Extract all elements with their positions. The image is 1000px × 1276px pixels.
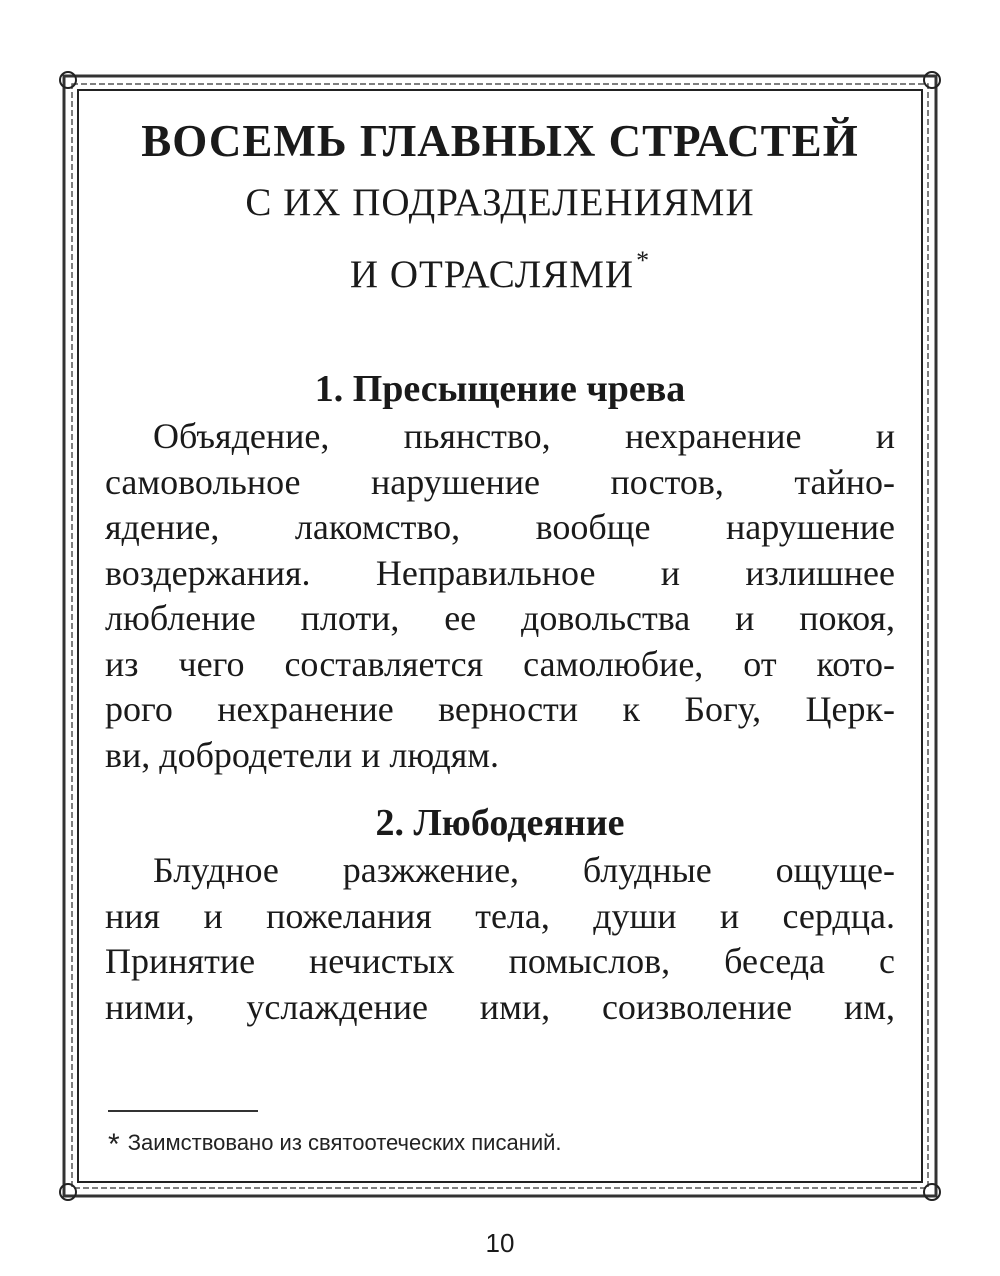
section-heading-2: 2. Любодеяние (375, 802, 625, 844)
paragraph-line: ви, добродетели и людям. (105, 734, 500, 775)
footnote-divider (108, 1110, 258, 1112)
subtitle-line-2: И ОТРАСЛЯМИ (349, 253, 635, 296)
paragraph-line: самовольное нарушение постов, тайно- (105, 461, 895, 502)
paragraph-line: воздержания. Неправильное и излишнее (105, 552, 895, 593)
paragraph-line: ния и пожелания тела, души и сердца. (105, 895, 895, 936)
paragraph-line: из чего составляется самолюбие, от кото- (105, 643, 895, 684)
section-2-paragraph (105, 848, 895, 1030)
paragraph-line: рого нехранение верности к Богу, Церк- (105, 689, 895, 729)
paragraph-line: ядение, лакомство, вообще нарушение (105, 507, 895, 547)
subtitle-line-1: С ИХ ПОДРАЗДЕЛЕНИЯМИ (245, 181, 755, 224)
page-number: 10 (485, 1228, 515, 1258)
section-1-paragraph (105, 414, 895, 778)
page-content (105, 112, 895, 1030)
footnote-reference: * (636, 246, 651, 275)
paragraph-line: любление плоти, ее довольства и покоя, (105, 598, 895, 638)
paragraph-line: Блудное разжжение, блудные ощуще- (153, 850, 895, 890)
subtitle-line-2-wrap (105, 232, 895, 304)
paragraph-line: ними, услаждение ими, соизволение им, (105, 986, 895, 1027)
paragraph-line: Принятие нечистых помыслов, беседа с (105, 941, 895, 981)
footnote-mark: * (108, 1128, 120, 1161)
footnote-text: Заимствовано из святоотеческих писаний. (127, 1130, 562, 1155)
page-title: ВОСЕМЬ ГЛАВНЫХ СТРАСТЕЙ (141, 116, 859, 166)
paragraph-line: Объядение, пьянство, нехранение и (153, 416, 895, 456)
section-heading-1: 1. Пресыщение чрева (314, 368, 686, 410)
footnote (108, 1128, 888, 1160)
